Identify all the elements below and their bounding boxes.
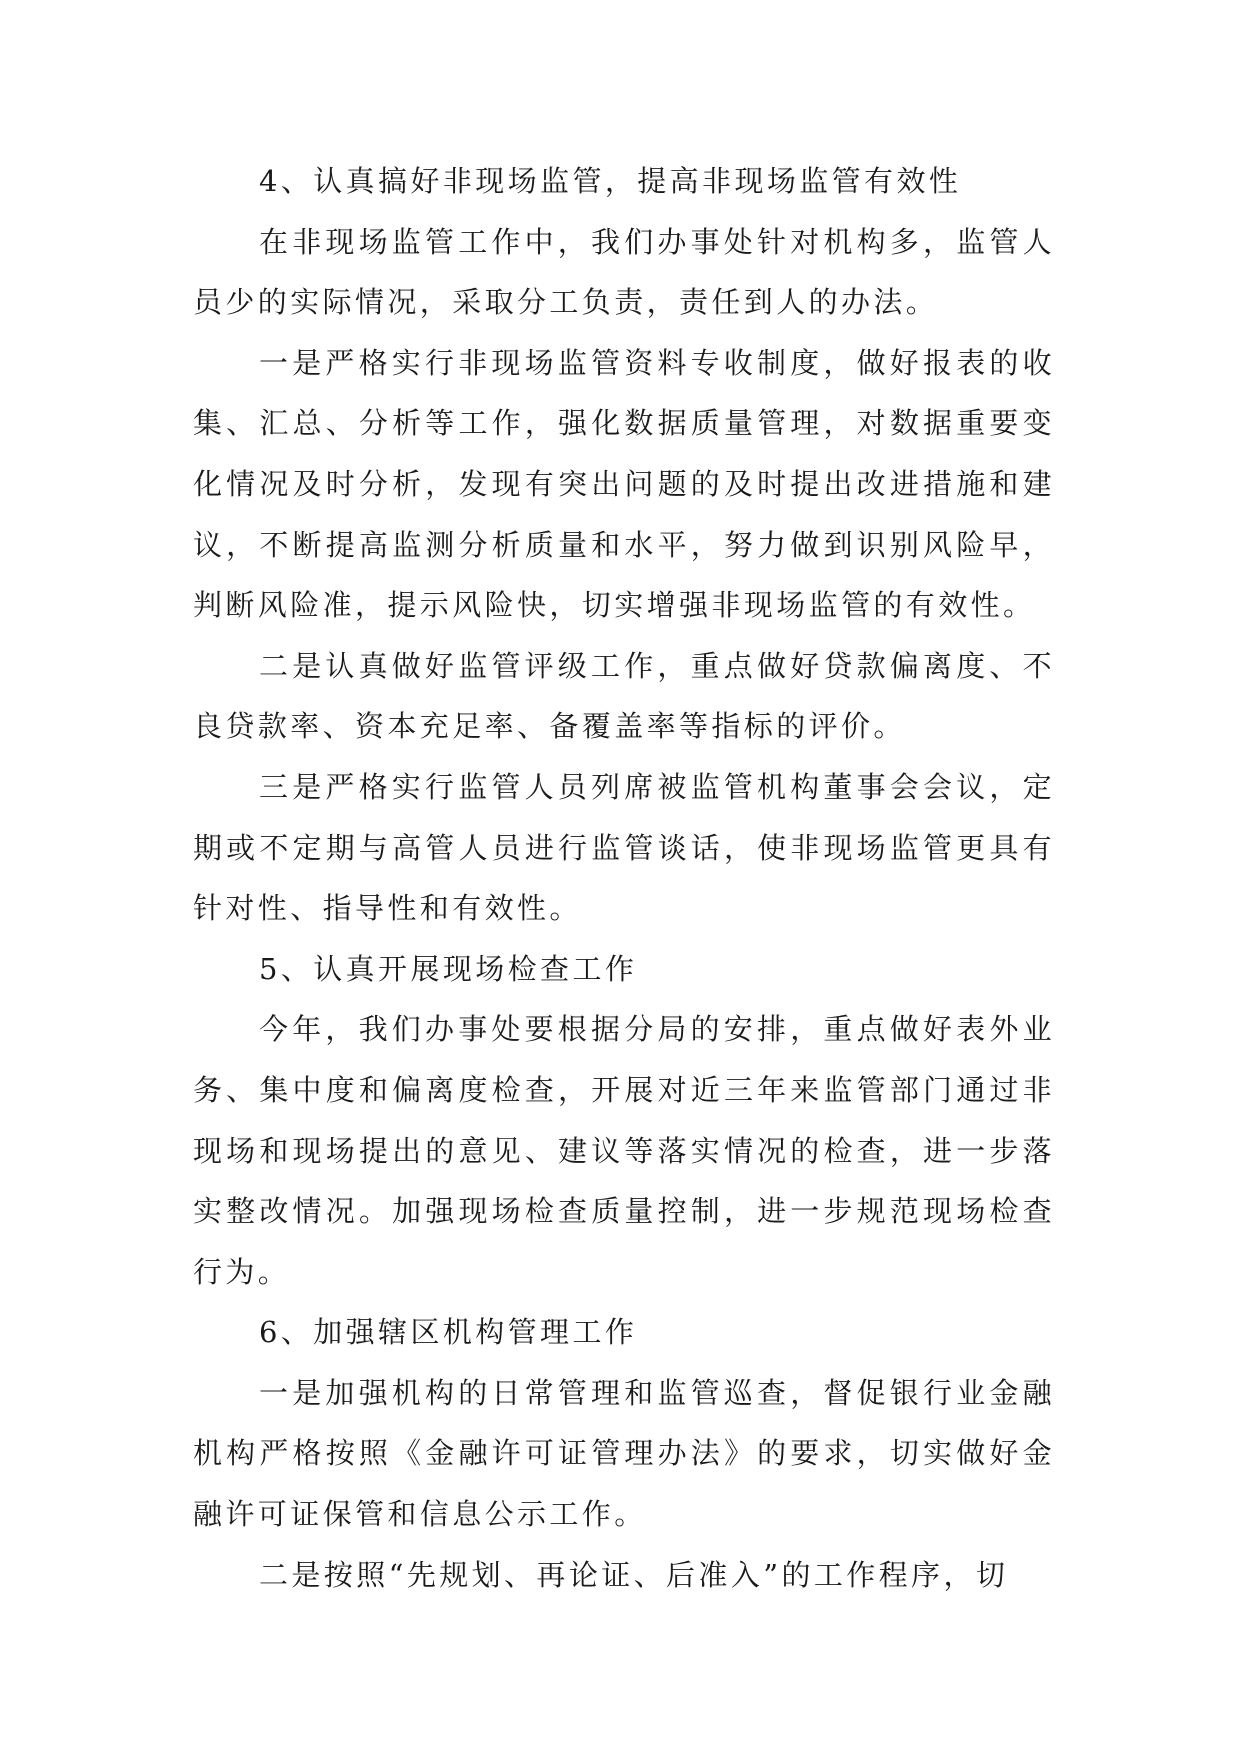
body-paragraph: 三是严格实行监管人员列席被监管机构董事会会议，定期或不定期与高管人员进行监管谈话，使非现场监管更具有针对性、指导性和有效性。 (193, 769, 1055, 926)
body-paragraph: 一是加强机构的日常管理和监管巡查，督促银行业金融机构严格按照《金融许可证管理办法》的要求，切实做好金融许可证保管和信息公示工作。 (193, 1375, 1055, 1532)
body-paragraph: 今年，我们办事处要根据分局的安排，重点做好表外业务、集中度和偏离度检查，开展对近三年来监管部门通过非现场和现场提出的意见、建议等落实情况的检查，进一步落实整改情况。加强现场检查质量控制，进一步规范现场检查行为。 (193, 1012, 1055, 1289)
body-paragraph: 在非现场监管工作中，我们办事处针对机构多，监管人员少的实际情况，采取分工负责，责任到人的办法。 (193, 224, 1055, 320)
body-paragraph: 二是按照“先规划、再论证、后准入”的工作程序，切 (259, 1557, 1009, 1592)
section-heading: 5、认真开展现场检查工作 (259, 951, 638, 986)
body-paragraph: 二是认真做好监管评级工作，重点做好贷款偏离度、不良贷款率、资本充足率、备覆盖率等指标的评价。 (193, 648, 1055, 744)
section-heading: 6、加强辖区机构管理工作 (259, 1315, 638, 1350)
body-paragraph: 一是严格实行非现场监管资料专收制度，做好报表的收集、汇总、分析等工作，强化数据质量管理，对数据重要变化情况及时分析，发现有突出问题的及时提出改进措施和建议，不断提高监测分析质量和水平，努力做到识别风险早，判断风险准，提示风险快，切实增强非现场监管的有效性。 (193, 345, 1055, 623)
document-body (193, 151, 1055, 1605)
section-heading: 4、认真搞好非现场监管，提高非现场监管有效性 (259, 164, 962, 198)
